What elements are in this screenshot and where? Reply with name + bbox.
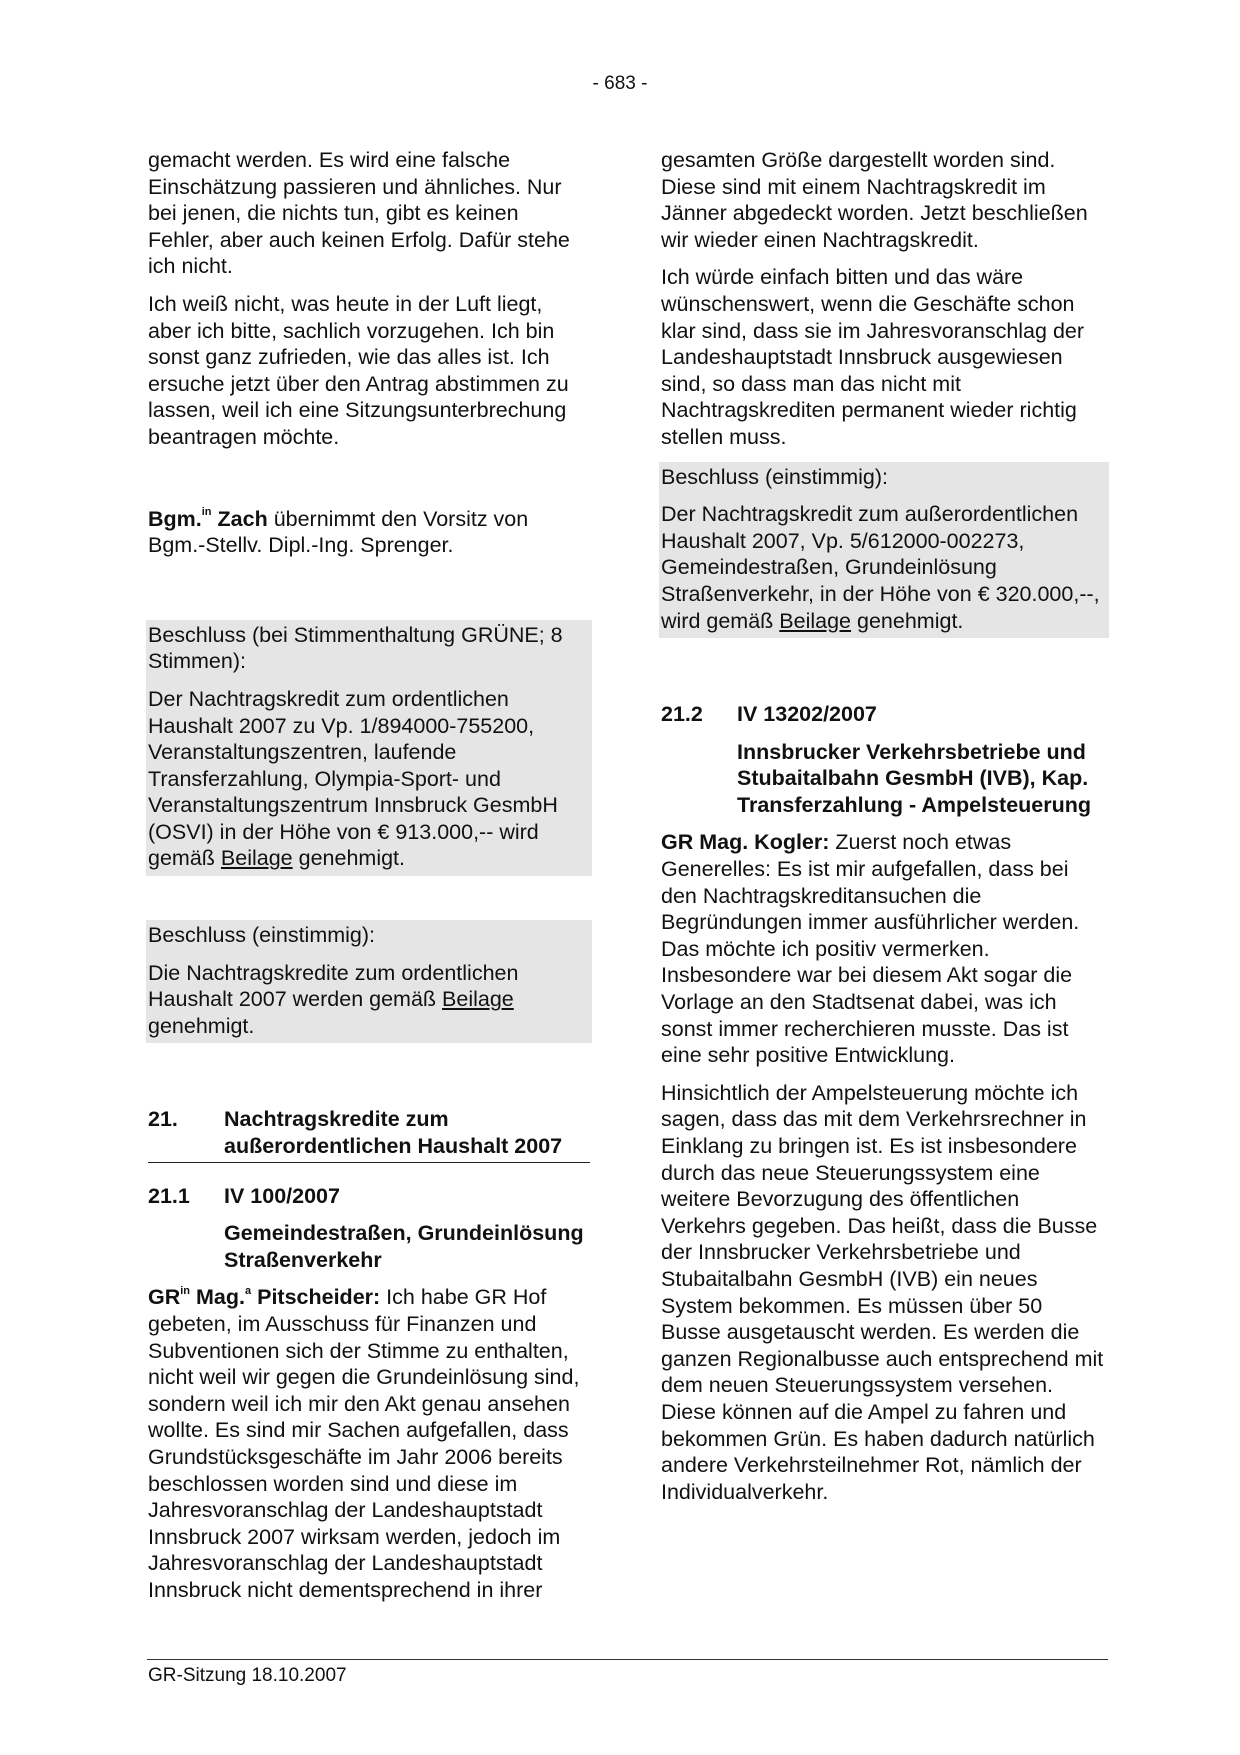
speaker-paragraph xyxy=(661,829,1107,1068)
resolution-text: Der Nachtragskredit zum ordentlichen Haushalt 2007 zu Vp. 1/894000-755200, Veranstaltungszentren, laufende Transferzahlung, Olympia-Sport- und Veranstaltungszentrum Innsbruck GesmbH (OSVI) in der Höhe von € 913.000,-- wird gemäß Beilage genehmigt. xyxy=(148,686,558,871)
subsection-code: IV 13202/2007 xyxy=(737,702,877,727)
resolution-label: Beschluss (einstimmig): xyxy=(148,923,375,948)
paragraph: Hinsichtlich der Ampelsteuerung möchte ich sagen, dass das mit dem Verkehrsrechner in Einklang zu bringen ist. Es ist insbesondere durch das neue Steuerungssystem eine weitere Bevorzugung des öffentlichen Verkehrs gegeben. Das heißt, dass die Busse der Innsbrucker Verkehrsbetriebe und Stubaitalbahn GesmbH (IVB) ein neues System bekommen. Es müssen über 50 Busse ausgetauscht werden. Es werden die ganzen Regionalbusse auch entsprechend mit dem neuen Steuerungssystem versehen. Diese können auf die Ampel zu fahren und bekommen Grün. Es haben dadurch natürlich andere Verkehrsteilnehmer Rot, nämlich der Individualverkehr. xyxy=(661,1080,1104,1504)
chair-name: Zach xyxy=(217,506,268,531)
paragraph: Ich würde einfach bitten und das wäre wünschenswert, wenn die Geschäfte schon klar sind, dass sie im Jahresvoranschlag der Landeshauptstadt Innsbruck ausgewiesen sind, so dass man das nicht mit Nachtragskrediten permanent wieder richtig stellen muss. xyxy=(661,265,1085,449)
section-number: 21. xyxy=(148,1107,178,1132)
subsection-heading xyxy=(661,701,1107,728)
paragraph: gesamten Größe dargestellt worden sind. Diese sind mit einem Nachtragskredit im Jänner abgedeckt worden. Jetzt beschließen wir wieder einen Nachtragskredit. xyxy=(661,148,1088,252)
footer-text: GR-Sitzung 18.10.2007 xyxy=(148,1665,347,1686)
resolution-box xyxy=(659,462,1109,639)
resolution-label: Beschluss (bei Stimmenthaltung GRÜNE; 8 Stimmen): xyxy=(148,622,563,674)
resolution-label: Beschluss (einstimmig): xyxy=(661,464,888,489)
speaker-paragraph xyxy=(148,1284,590,1603)
attachment-link: Beilage xyxy=(779,608,852,633)
subsection-heading xyxy=(148,1183,590,1210)
footer-rule xyxy=(147,1659,1108,1660)
page-number: - 683 - xyxy=(592,73,648,94)
resolution-box xyxy=(146,920,592,1043)
resolution-text: Der Nachtragskredit zum außerordentlichen Haushalt 2007, Vp. 5/612000-002273, Gemeindestraßen, Grundeinlösung Straßenverkehr, in der Höhe von € 320.000,--, wird gemäß Beilage genehmigt. xyxy=(661,502,1100,633)
subsection-code: IV 100/2007 xyxy=(224,1183,340,1208)
speaker-text: Zuerst noch etwas Generelles: Es ist mir aufgefallen, dass bei den Nachtragskreditansuchen die Begründungen immer ausführlicher werden. Das möchte ich positiv vermerken. Insbesondere war bei diesem Akt sogar die Vorlage an den Stadtsenat dabei, was ich sonst immer recherchieren musste. Das ist eine sehr positive Entwicklung. xyxy=(661,830,1080,1068)
subsection-title: Innsbrucker Verkehrsbetriebe und Stubaitalbahn GesmbH (IVB), Kap. Transferzahlung - Ampelsteuerung xyxy=(737,739,1092,817)
chair-title: Bgm.$^{in}$ xyxy=(148,506,212,531)
section-heading xyxy=(148,1106,590,1162)
speaker-text: Ich habe GR Hof gebeten, im Ausschuss für Finanzen und Subventionen sich der Stimme zu enthalten, nicht weil wir gegen die Grundeinlösung sind, sondern weil ich mir den Akt genau ansehen wollte. Es sind mir Sachen aufgefallen, dass Grundstücksgeschäfte im Jahr 2006 bereits beschlossen worden sind und diese im Jahresvoranschlag der Landeshauptstadt Innsbruck 2007 wirksam werden, jedoch im Jahresvoranschlag der Landeshauptstadt Innsbruck nicht dementsprechend in ihrer xyxy=(148,1285,580,1602)
attachment-link: Beilage xyxy=(220,846,293,871)
speaker-name: GR Mag. Kogler: xyxy=(661,830,830,855)
subsection-number: 21.2 xyxy=(661,702,703,727)
chair-text: übernimmt den Vorsitz von Bgm.-Stellv. Dipl.-Ing. Sprenger. xyxy=(148,506,529,558)
paragraph: Ich weiß nicht, was heute in der Luft liegt, aber ich bitte, sachlich vorzugehen. Ich bin sonst ganz zufrieden, wie das alles ist. Ich ersuche jetzt über den Antrag abstimmen zu lassen, weil ich eine Sitzungsunterbrechung beantragen möchte. xyxy=(148,291,569,449)
right-column xyxy=(661,147,1107,1505)
section-title: Nachtragskredite zum außerordentlichen Haushalt 2007 xyxy=(224,1107,563,1159)
paragraph: gemacht werden. Es wird eine falsche Einschätzung passieren und ähnliches. Nur bei jenen, die nichts tun, gibt es keinen Fehler, aber auch keinen Erfolg. Dafür stehe ich nicht. xyxy=(148,148,570,279)
left-column xyxy=(148,147,590,1604)
resolution-text: Die Nachtragskredite zum ordentlichen Haushalt 2007 werden gemäß Beilage genehmigt. xyxy=(148,960,519,1038)
speaker-name: $GR^{in}$ Mag.$^a$ Pitscheider: xyxy=(148,1285,381,1310)
subsection-number: 21.1 xyxy=(148,1183,190,1208)
subsection-title: Gemeindestraßen, Grundeinlösung Straßenverkehr xyxy=(224,1221,584,1272)
resolution-box xyxy=(146,620,592,876)
attachment-link: Beilage xyxy=(442,987,514,1012)
chair-handover xyxy=(148,506,590,559)
